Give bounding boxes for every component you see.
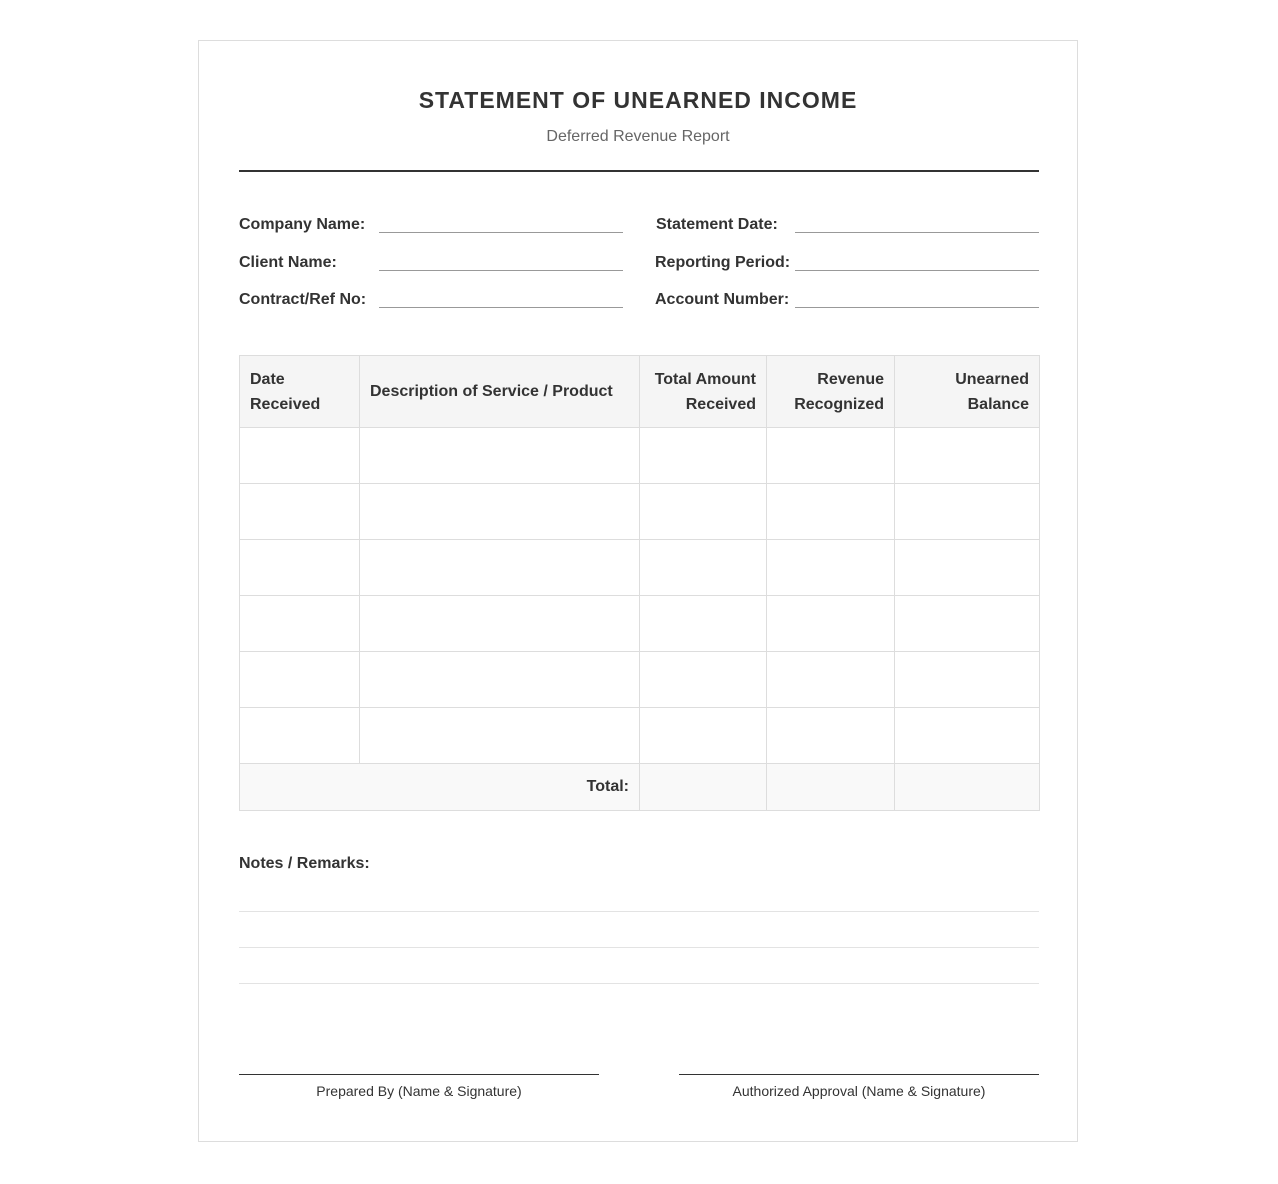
total-row — [240, 764, 1040, 811]
account-number-field[interactable] — [795, 307, 1039, 308]
unearned-balance-cell[interactable] — [895, 708, 1040, 764]
company-name-field[interactable] — [379, 232, 623, 233]
unearned-balance-cell[interactable] — [895, 484, 1040, 540]
client-name-label: Client Name: — [239, 254, 337, 271]
description-cell[interactable] — [360, 596, 640, 652]
unearned-income-table — [239, 355, 1040, 811]
total-amount-cell[interactable] — [640, 708, 767, 764]
header-revenue-line1: Revenue — [817, 370, 884, 388]
table-row — [240, 484, 1040, 540]
description-cell[interactable] — [360, 428, 640, 484]
description-cell[interactable] — [360, 484, 640, 540]
revenue-recognized-total[interactable] — [767, 764, 895, 811]
header-date-received — [240, 356, 360, 428]
contract-ref-field[interactable] — [379, 307, 623, 308]
revenue-recognized-cell[interactable] — [767, 708, 895, 764]
table-row — [240, 596, 1040, 652]
notes-line-1[interactable] — [239, 911, 1039, 912]
document-title: STATEMENT OF UNEARNED INCOME — [418, 87, 858, 113]
description-cell[interactable] — [360, 708, 640, 764]
table-row — [240, 540, 1040, 596]
description-cell[interactable] — [360, 540, 640, 596]
table-row — [240, 708, 1040, 764]
date-received-cell[interactable] — [240, 540, 360, 596]
total-amount-cell[interactable] — [640, 540, 767, 596]
statement-date-field[interactable] — [795, 232, 1039, 233]
header-total-amount — [640, 356, 767, 428]
notes-line-3[interactable] — [239, 983, 1039, 984]
total-amount-received-total[interactable] — [640, 764, 767, 811]
client-name-field[interactable] — [379, 270, 623, 271]
prepared-by-signature-line[interactable] — [239, 1074, 599, 1075]
date-received-cell[interactable] — [240, 596, 360, 652]
revenue-recognized-cell[interactable] — [767, 484, 895, 540]
header-revenue-recognized — [767, 356, 895, 428]
date-received-cell[interactable] — [240, 652, 360, 708]
table-row — [240, 652, 1040, 708]
header-description-text: Description of Service / Product — [370, 383, 613, 400]
header-total-line2: Received — [685, 395, 756, 413]
header-unearned-line2: Balance — [967, 395, 1029, 413]
account-number-label: Account Number: — [655, 291, 790, 308]
reporting-period-field[interactable] — [795, 270, 1039, 271]
revenue-recognized-cell[interactable] — [767, 428, 895, 484]
total-amount-cell[interactable] — [640, 428, 767, 484]
prepared-by-caption: Prepared By (Name & Signature) — [316, 1083, 522, 1099]
notes-label: Notes / Remarks: — [239, 855, 370, 872]
header-revenue-line2: Recognized — [794, 395, 884, 413]
header-total-line1: Total Amount — [654, 370, 756, 388]
revenue-recognized-cell[interactable] — [767, 596, 895, 652]
contract-ref-label: Contract/Ref No: — [239, 291, 367, 308]
company-name-label: Company Name: — [239, 216, 366, 233]
unearned-balance-cell[interactable] — [895, 428, 1040, 484]
revenue-recognized-cell[interactable] — [767, 652, 895, 708]
header-unearned-balance — [895, 356, 1040, 428]
total-amount-cell[interactable] — [640, 596, 767, 652]
table-row — [240, 428, 1040, 484]
date-received-cell[interactable] — [240, 708, 360, 764]
statement-date-label: Statement Date: — [656, 216, 778, 233]
notes-line-2[interactable] — [239, 947, 1039, 948]
document-subtitle: Deferred Revenue Report — [546, 128, 730, 145]
statement-sheet — [198, 40, 1078, 1142]
date-received-cell[interactable] — [240, 484, 360, 540]
description-cell[interactable] — [360, 652, 640, 708]
unearned-balance-cell[interactable] — [895, 652, 1040, 708]
header-unearned-line1: Unearned — [955, 370, 1029, 388]
header-description — [360, 356, 640, 428]
unearned-balance-cell[interactable] — [895, 540, 1040, 596]
total-label: Total: — [240, 764, 640, 811]
header-date-line2: Received — [250, 395, 321, 413]
approval-signature-line[interactable] — [679, 1074, 1039, 1075]
header-date-line1: Date — [250, 370, 285, 388]
header-divider — [239, 170, 1039, 172]
reporting-period-label: Reporting Period: — [655, 254, 791, 271]
table-header-row — [240, 356, 1040, 428]
revenue-recognized-cell[interactable] — [767, 540, 895, 596]
unearned-balance-cell[interactable] — [895, 596, 1040, 652]
unearned-balance-total[interactable] — [895, 764, 1040, 811]
total-amount-cell[interactable] — [640, 484, 767, 540]
total-amount-cell[interactable] — [640, 652, 767, 708]
approval-caption: Authorized Approval (Name & Signature) — [732, 1083, 986, 1099]
date-received-cell[interactable] — [240, 428, 360, 484]
